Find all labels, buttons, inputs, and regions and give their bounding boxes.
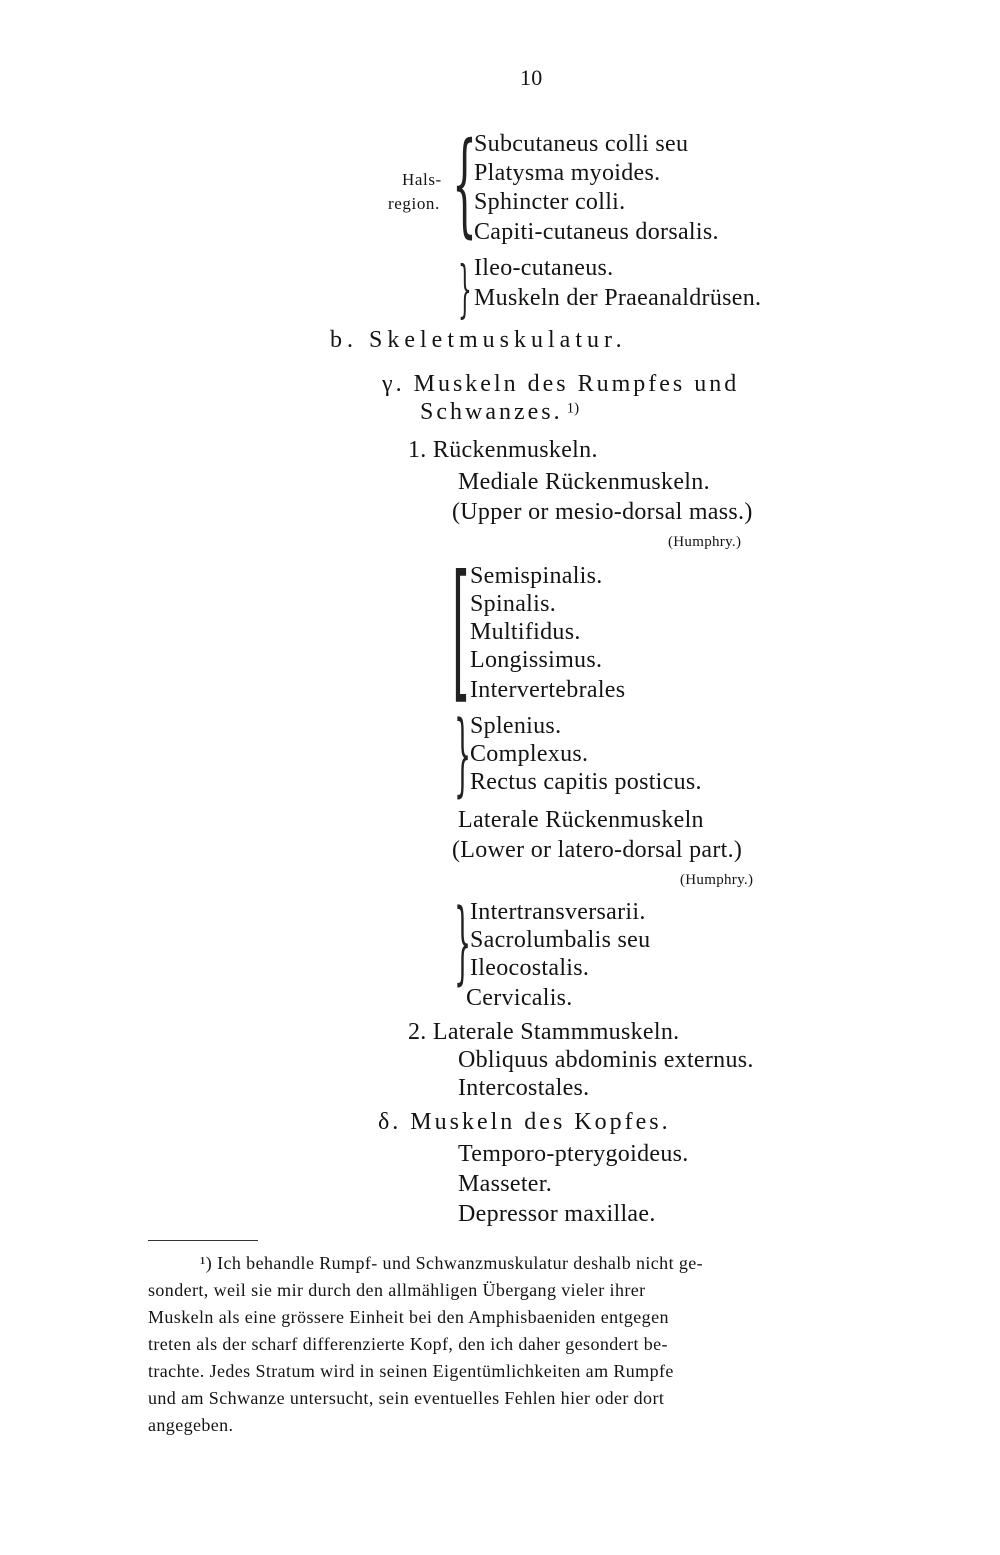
delta-heading: δ. Muskeln des Kopfes.: [378, 1109, 671, 1135]
list-item: Ileocostalis.: [470, 955, 590, 981]
laterale-english: (Lower or latero-dorsal part.): [452, 837, 743, 863]
cervicalis: Cervicalis.: [466, 985, 573, 1011]
footnote-line: ¹) Ich behandle Rumpf- und Schwanzmuskulatur deshalb nicht ge-: [200, 1253, 704, 1273]
ileo-brace: }: [458, 252, 472, 325]
group-c-brace: }: [454, 890, 472, 995]
list-item: Spinalis.: [470, 591, 557, 617]
list-item: Capiti-cutaneus dorsalis.: [474, 219, 719, 245]
list-item: Ileo-cutaneus.: [474, 255, 614, 281]
list-item: Platysma myoides.: [474, 160, 661, 186]
list-item: Obliquus abdominis externus.: [458, 1047, 754, 1073]
list-item: Intervertebrales: [470, 677, 626, 703]
footnote-line: angegeben.: [148, 1415, 234, 1435]
mediale-title: Mediale Rückenmuskeln.: [458, 469, 710, 495]
mediale-english: (Upper or mesio-dorsal mass.): [452, 499, 753, 525]
list-item: Longissimus.: [470, 647, 603, 673]
list-item: Temporo-pterygoideus.: [458, 1141, 689, 1167]
list-item: Semispinalis.: [470, 563, 603, 589]
list-item: Intercostales.: [458, 1075, 590, 1101]
list-item: Multifidus.: [470, 619, 581, 645]
footnote-rule: [148, 1240, 258, 1241]
group-b-brace: }: [454, 702, 472, 807]
gamma-heading-text: Schwanzes.: [420, 399, 563, 425]
hals-label-line1: Hals-: [402, 170, 442, 189]
group-a-brace: [: [452, 544, 470, 718]
page-number: 10: [520, 65, 543, 90]
list-item: Depressor maxillae.: [458, 1201, 656, 1227]
footnote-line: Muskeln als eine grössere Einheit bei den Amphisbaeniden entgegen: [148, 1307, 669, 1327]
footnote-line: treten als der scharf differenzierte Kopf, den ich daher gesondert be-: [148, 1334, 668, 1354]
list-item: Sphincter colli.: [474, 189, 626, 215]
item2-heading: 2. Laterale Stammmuskeln.: [408, 1019, 680, 1045]
footnote-marker: 1): [566, 400, 580, 417]
list-item: Muskeln der Praeanaldrüsen.: [474, 285, 762, 311]
mediale-ref: (Humphry.): [668, 534, 742, 550]
list-item: Intertransversarii.: [470, 899, 646, 925]
footnote-line: trachte. Jedes Stratum wird in seinen Eigentümlichkeiten am Rumpfe: [148, 1361, 674, 1381]
list-item: Masseter.: [458, 1171, 553, 1197]
list-item: Rectus capitis posticus.: [470, 769, 702, 795]
laterale-ref: (Humphry.): [680, 872, 754, 888]
item1-heading: 1. Rückenmuskeln.: [408, 437, 598, 463]
list-item: Subcutaneus colli seu: [474, 131, 689, 157]
gamma-heading-line1: γ. Muskeln des Rumpfes und: [382, 371, 740, 397]
laterale-title: Laterale Rückenmuskeln: [458, 807, 704, 833]
hals-label-line2: region.: [388, 194, 440, 213]
section-b-heading: b. Skeletmuskulatur.: [330, 327, 627, 353]
hals-brace: {: [452, 119, 477, 249]
list-item: Sacrolumbalis seu: [470, 927, 651, 953]
list-item: Complexus.: [470, 741, 589, 767]
footnote-line: sondert, weil sie mir durch den allmähligen Übergang vieler ihrer: [148, 1280, 646, 1300]
gamma-heading-line2: [420, 398, 579, 426]
list-item: Splenius.: [470, 713, 562, 739]
footnote-line: und am Schwanze untersucht, sein eventuelles Fehlen hier oder dort: [148, 1388, 665, 1408]
